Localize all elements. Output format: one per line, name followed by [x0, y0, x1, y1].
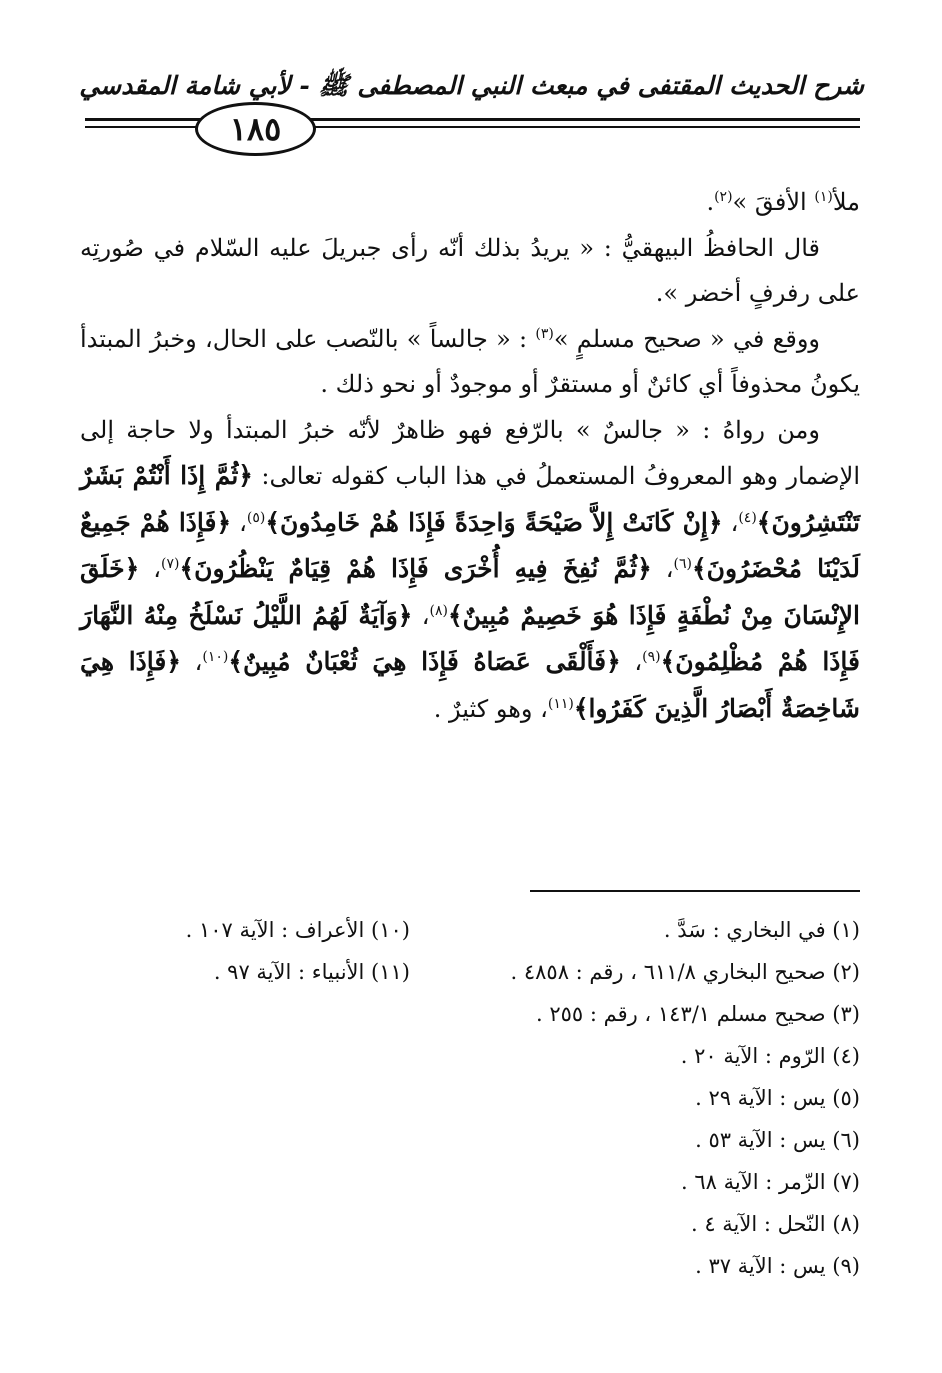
page-number: ١٨٥ — [195, 102, 316, 156]
quran-verse: ﴿ثُمَّ نُفِخَ فِيهِ أُخْرَى فَإِذَا هُمْ قِيَامٌ يَنْظُرُونَ﴾ — [179, 554, 652, 583]
footnote-ref: (٩) — [642, 649, 661, 665]
footnote: (٣) صحيح مسلم ١٤٣/١ ، رقم : ٢٥٥ . — [535, 1002, 860, 1026]
footnote-ref: (٦) — [673, 556, 692, 572]
quran-verse: ﴿وَآيَةٌ لَهُمُ اللَّيْلُ نَسْلَخُ مِنْهُ النَّهَارَ فَإِذَا هُمْ مُظْلِمُونَ﴾ — [80, 600, 860, 676]
footnote-ref: (١) — [814, 189, 833, 205]
quran-verse: ﴿خَلَقَ الإِنْسَانَ مِنْ نُطْفَةٍ فَإِذَا هُوَ خَصِيمٌ مُبِينٌ﴾ — [80, 554, 860, 630]
footnote-ref: (٢) — [714, 189, 733, 205]
quran-verse: ﴿فَإِذَا هِيَ شَاخِصَةٌ أَبْصَارُ الَّذِينَ كَفَرُوا﴾ — [80, 647, 860, 723]
footnote: (١٠) الأعراف : الآية ١٠٧ . — [185, 918, 410, 942]
footnote: (٥) يس : الآية ٢٩ . — [695, 1086, 860, 1110]
footnote: (١١) الأنبياء : الآية ٩٧ . — [213, 960, 410, 984]
quran-verse: ﴿فَإِذَا هُمْ جَمِيعٌ لَدَيْنَا مُحْضَرُونَ﴾ — [80, 507, 860, 583]
text: : « جالساً » بالنّصب على الحال، وخبرُ المبتدأ يكونُ محذوفاً أي كائنٌ أو مستقرٌ أو موجودٌ أو نحو ذلك . — [80, 324, 860, 398]
paragraph-1 — [80, 180, 860, 226]
text: ووقع في « صحيح مسلمٍ » — [553, 324, 820, 353]
paragraph-3 — [80, 317, 860, 408]
footnote-ref: (١١) — [547, 695, 574, 712]
footnote: (٦) يس : الآية ٥٣ . — [695, 1128, 860, 1152]
footnote: (٨) النّحل : الآية ٤ . — [690, 1212, 860, 1236]
footnote-ref: (٨) — [429, 602, 448, 619]
text: ، وهو كثيرٌ . — [433, 694, 548, 723]
footnote: (١) في البخاري : سَدَّ . — [663, 918, 860, 942]
text: ملأ — [832, 188, 860, 216]
footnote-ref: (١٠) — [202, 649, 229, 665]
main-text — [80, 180, 860, 732]
footnote: (٤) الرّوم : الآية ٢٠ . — [680, 1044, 860, 1068]
quran-verse: ﴿ثُمَّ إِذَا أَنْتُمْ بَشَرٌ تَنْتَشِرُونَ﴾ — [80, 461, 861, 537]
footnote: (٩) يس : الآية ٣٧ . — [695, 1254, 860, 1278]
text: ومن رواهُ : « جالسٌ » بالرّفع فهو ظاهرٌ لأنّه خبرُ المبتدأ ولا حاجة إلى الإضمار وهو المعروفُ المستعملُ في هذا الباب كقوله تعالى: — [80, 415, 860, 490]
footnote-ref: (٣) — [535, 325, 554, 342]
footnote: (٢) صحيح البخاري ٦١١/٨ ، رقم : ٤٨٥٨ . — [510, 960, 860, 984]
footnote: (٧) الزّمر : الآية ٦٨ . — [681, 1170, 860, 1194]
footnotes-column-right — [420, 915, 860, 1293]
paragraph-4: ومن رواهُ : « جالسٌ » بالرّفع فهو ظاهرٌ لأنّه خبرُ المبتدأ ولا حاجة إلى الإضمار وهو المعروفُ المستعملُ في هذا الباب كقوله تعالى: ﴿ثُمَّ إِذَا أَنْتُمْ بَشَرٌ تَنْتَشِرُونَ﴾$^{(٤)}$، ﴿إِنْ كَانَتْ إِلاَّ صَيْحَةً وَاحِدَةً فَإِذَا هُمْ خَامِدُونَ﴾$^{(٥)}$، ﴿فَإِذَا هُمْ جَمِيعٌ لَدَيْنَا مُحْضَرُونَ﴾$^{(٦)}$، ﴿ثُمَّ نُفِخَ فِيهِ أُخْرَى فَإِذَا هُمْ قِيَامٌ يَنْظُرُونَ﴾$^{(٧)}$، ﴿خَلَقَ الإِنْسَانَ مِنْ نُطْفَةٍ فَإِذَا هُوَ خَصِيمٌ مُبِينٌ﴾$^{(٨)}$، ﴿وَآيَةٌ لَهُمُ اللَّيْلُ نَسْلَخُ مِنْهُ النَّهَارَ فَإِذَا هُمْ مُظْلِمُونَ﴾$^{(٩)}$، ﴿فَأَلْقَى عَصَاهُ فَإِذَا هِيَ ثُعْبَانٌ مُبِينٌ﴾$^{(١٠)}$، ﴿فَإِذَا هِيَ شَاخِصَةٌ أَبْصَارُ الَّذِينَ كَفَرُوا﴾$^{(١١)}$، وهو كثيرٌ . — [80, 415, 861, 723]
footnote-ref: (٤) — [738, 509, 757, 526]
footnote-separator — [530, 890, 860, 892]
paragraph-2: قال الحافظُ البيهقيُّ : « يريدُ بذلك أنّه رأى جبريلَ عليه السّلام في صُورتِه على رفرفٍ أخضر ». — [80, 233, 860, 307]
text: . — [706, 188, 715, 216]
running-title: شرح الحديث المقتفى في مبعث النبي المصطفى ﷺ - لأبي شامة المقدسي — [79, 71, 864, 100]
footnote-ref: (٧) — [161, 556, 180, 572]
quran-verse: ﴿إِنْ كَانَتْ إِلاَّ صَيْحَةً وَاحِدَةً فَإِذَا هُمْ خَامِدُونَ﴾ — [265, 507, 723, 537]
footnote-ref: (٥) — [246, 509, 266, 526]
quran-verse: ﴿فَأَلْقَى عَصَاهُ فَإِذَا هِيَ ثُعْبَانٌ مُبِينٌ﴾ — [228, 647, 621, 676]
footnotes-column-left — [80, 915, 410, 999]
text: الأفقَ » — [732, 188, 815, 216]
